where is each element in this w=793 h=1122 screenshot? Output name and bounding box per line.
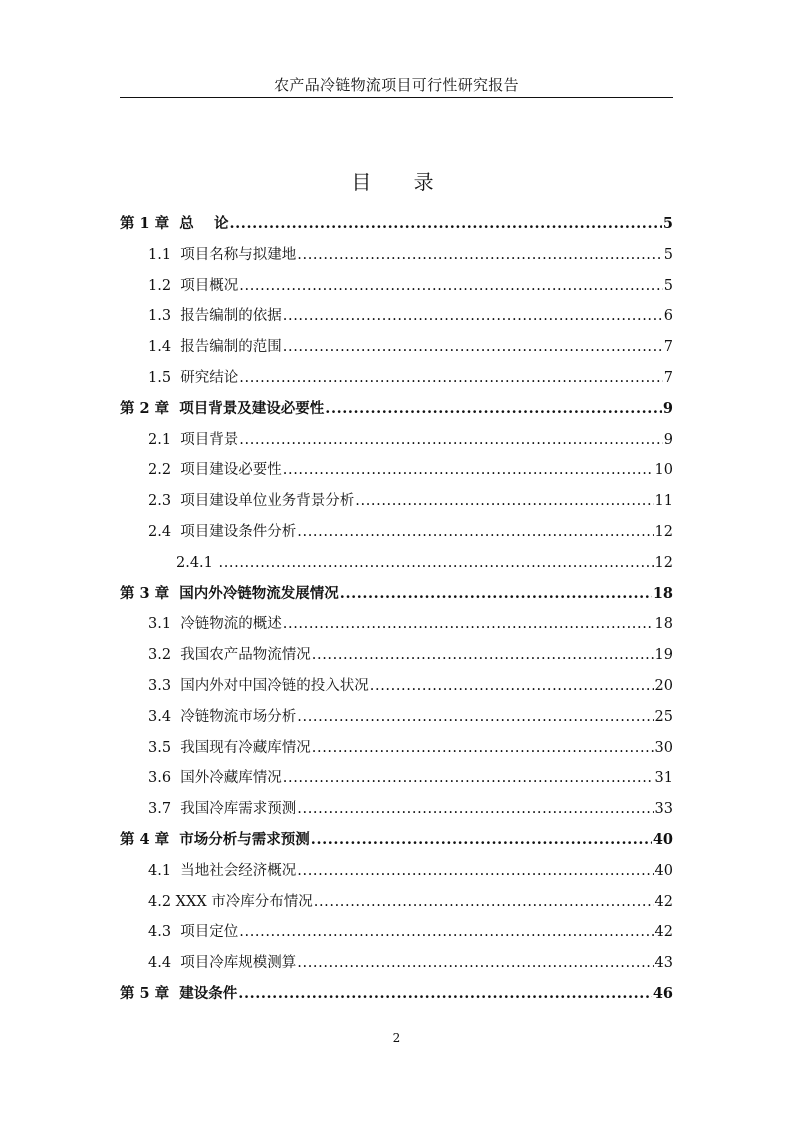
toc-entry-label: 国内外对中国冷链的投入状况 xyxy=(180,678,369,694)
toc-dot-leader xyxy=(297,799,653,819)
toc-entry-label: 市场分析与需求预测 xyxy=(179,831,310,848)
toc-section-entry[interactable] xyxy=(120,456,673,480)
toc-dot-leader xyxy=(239,922,653,942)
toc-entry-label: 报告编制的范围 xyxy=(180,339,282,356)
toc-dot-leader xyxy=(230,214,662,234)
toc-entry-page-number: 25 xyxy=(654,708,673,725)
toc-section-entry[interactable] xyxy=(120,487,673,511)
toc-section-entry[interactable] xyxy=(120,549,673,573)
toc-entry-page-number: 5 xyxy=(662,215,673,232)
toc-entry-number: 3.3 xyxy=(148,678,181,694)
toc-entry-number: 1.5 xyxy=(148,370,181,386)
toc-dot-leader xyxy=(283,614,654,634)
toc-entry-number: 第 4 章 xyxy=(120,831,180,848)
toc-entry-number: 第 5 章 xyxy=(120,985,180,1002)
toc-entry-label: 项目定位 xyxy=(180,924,239,941)
toc-dot-leader xyxy=(283,306,663,326)
toc-dot-leader xyxy=(297,861,653,881)
toc-entry-number: 3.5 xyxy=(148,739,181,756)
toc-entry-number: 4.4 xyxy=(148,955,181,972)
header-rule xyxy=(120,97,673,98)
toc-entry-page-number: 46 xyxy=(652,985,673,1002)
toc-entry-page-number: 18 xyxy=(652,584,673,602)
toc-entry-label: 项目背景及建设必要性 xyxy=(179,399,325,417)
toc-section-entry[interactable] xyxy=(120,241,673,265)
toc-section-entry[interactable] xyxy=(120,641,673,665)
toc-entry-label: 国外冷藏库情况 xyxy=(180,770,282,787)
toc-chapter-entry[interactable] xyxy=(120,980,673,1004)
toc-section-entry[interactable] xyxy=(120,302,673,326)
toc-section-entry[interactable] xyxy=(120,272,673,296)
toc-dot-leader xyxy=(283,337,663,357)
toc-section-entry[interactable] xyxy=(120,610,673,634)
toc-dot-leader xyxy=(239,276,662,296)
toc-entry-label: 项目建设单位业务背景分析 xyxy=(180,493,355,510)
toc-entry-page-number: 9 xyxy=(662,399,673,417)
toc-entry-number: 3.1 xyxy=(148,616,181,633)
toc-dot-leader xyxy=(219,553,654,573)
toc-entry-page-number: 19 xyxy=(654,647,673,664)
toc-dot-leader xyxy=(239,430,662,450)
toc-section-entry[interactable] xyxy=(120,518,673,542)
toc-entry-number: 4.2 xyxy=(148,893,176,910)
toc-section-entry[interactable] xyxy=(120,426,673,450)
toc-section-entry[interactable] xyxy=(120,333,673,357)
toc-entry-number: 1.2 xyxy=(148,277,181,294)
toc-dot-leader xyxy=(297,707,653,727)
toc-dot-leader xyxy=(238,984,652,1004)
toc-chapter-entry[interactable] xyxy=(120,580,673,604)
toc-dot-leader xyxy=(297,522,653,542)
toc-entry-page-number: 7 xyxy=(663,339,673,356)
toc-chapter-entry[interactable] xyxy=(120,395,673,419)
toc-section-entry[interactable] xyxy=(120,734,673,758)
toc-entry-number: 第 1 章 xyxy=(120,215,180,232)
toc-entry-label: 报告编制的依据 xyxy=(180,308,282,325)
toc-entry-page-number: 7 xyxy=(663,370,673,386)
toc-entry-number: 3.6 xyxy=(148,770,181,787)
toc-entry-page-number: 40 xyxy=(652,831,673,848)
toc-entry-page-number: 18 xyxy=(654,616,673,633)
toc-dot-leader xyxy=(297,245,662,265)
toc-entry-number: 第 3 章 xyxy=(120,584,180,602)
toc-entry-page-number: 9 xyxy=(663,431,673,448)
toc-entry-label: 建设条件 xyxy=(179,985,238,1002)
toc-dot-leader xyxy=(312,645,654,665)
toc-entry-number: 3.7 xyxy=(148,801,181,818)
toc-entry-label: 项目冷库规模测算 xyxy=(180,955,297,972)
toc-section-entry[interactable] xyxy=(120,764,673,788)
toc-chapter-entry[interactable] xyxy=(120,210,673,234)
toc-entry-page-number: 12 xyxy=(654,554,673,571)
toc-entry-page-number: 42 xyxy=(654,893,673,910)
page-number: 2 xyxy=(392,1031,401,1045)
toc-dot-leader xyxy=(297,953,653,973)
toc-entry-number: 2.2 xyxy=(148,462,181,479)
toc-entry-label: 我国冷库需求预测 xyxy=(180,801,297,818)
toc-dot-leader xyxy=(311,830,652,850)
toc-entry-label: 项目背景 xyxy=(180,431,239,448)
toc-entry-page-number: 5 xyxy=(663,246,673,263)
toc-entry-label: XXX 市冷库分布情况 xyxy=(175,893,313,910)
toc-entry-number: 1.1 xyxy=(148,246,181,263)
toc-entry-label: 冷链物流市场分析 xyxy=(180,708,297,725)
running-header: 农产品冷链物流项目可行性研究报告 xyxy=(274,76,519,94)
toc-entry-page-number: 12 xyxy=(654,524,673,540)
toc-entry-page-number: 31 xyxy=(654,770,673,787)
toc-title: 目 录 xyxy=(351,170,452,194)
toc-entry-label: 总 论 xyxy=(179,215,229,232)
toc-dot-leader xyxy=(312,738,654,758)
toc-dot-leader xyxy=(239,368,662,388)
toc-entry-number: 1.4 xyxy=(148,339,181,356)
toc-entry-label: 国内外冷链物流发展情况 xyxy=(179,584,339,602)
toc-entry-number: 第 2 章 xyxy=(120,399,180,417)
toc-entry-number: 3.4 xyxy=(148,708,181,725)
toc-entry-page-number: 10 xyxy=(654,462,673,479)
toc-entry-number: 4.1 xyxy=(148,862,181,879)
toc-entry-number: 4.3 xyxy=(148,924,181,941)
toc-entry-number: 2.3 xyxy=(148,493,181,510)
toc-section-entry[interactable] xyxy=(120,703,673,727)
toc-entry-number: 3.2 xyxy=(148,647,181,664)
toc-section-entry[interactable] xyxy=(120,364,673,388)
toc-section-entry[interactable] xyxy=(120,672,673,696)
toc-dot-leader xyxy=(283,768,654,788)
toc-section-entry[interactable] xyxy=(120,949,673,973)
toc-entry-label: 冷链物流的概述 xyxy=(180,616,282,633)
toc-entry-page-number: 43 xyxy=(654,955,673,972)
toc-entry-page-number: 6 xyxy=(663,308,673,325)
toc-entry-number: 2.4.1 xyxy=(176,554,218,571)
toc-entry-page-number: 5 xyxy=(663,277,673,294)
toc-entry-number: 2.4 xyxy=(148,524,181,540)
toc-dot-leader xyxy=(314,892,654,912)
toc-entry-label: 研究结论 xyxy=(180,370,239,386)
toc-entry-number: 1.3 xyxy=(148,308,181,325)
toc-dot-leader xyxy=(370,676,654,696)
toc-section-entry[interactable] xyxy=(120,918,673,942)
toc-chapter-entry[interactable] xyxy=(120,826,673,850)
toc-entry-page-number: 30 xyxy=(654,739,673,756)
toc-entry-label: 当地社会经济概况 xyxy=(180,862,297,879)
toc-entry-label: 项目名称与拟建地 xyxy=(180,246,297,263)
toc-entry-label: 项目建设必要性 xyxy=(180,462,282,479)
toc-entry-number: 2.1 xyxy=(148,431,181,448)
toc-entry-label: 项目建设条件分析 xyxy=(180,524,297,540)
toc-section-entry[interactable] xyxy=(120,795,673,819)
toc-entry-page-number: 20 xyxy=(654,678,673,694)
toc-entry-page-number: 11 xyxy=(654,493,673,510)
toc-entry-page-number: 33 xyxy=(654,801,673,818)
toc-entry-label: 我国农产品物流情况 xyxy=(180,647,311,664)
toc-entry-label: 我国现有冷藏库情况 xyxy=(180,739,311,756)
toc-dot-leader xyxy=(283,460,654,480)
toc-dot-leader xyxy=(340,584,652,604)
toc-entry-label: 项目概况 xyxy=(180,277,239,294)
toc-section-entry[interactable] xyxy=(120,888,673,912)
toc-section-entry[interactable] xyxy=(120,857,673,881)
toc-entry-page-number: 42 xyxy=(654,924,673,941)
toc-dot-leader xyxy=(355,491,653,511)
toc-dot-leader xyxy=(325,399,662,419)
toc-entry-page-number: 40 xyxy=(654,862,673,879)
